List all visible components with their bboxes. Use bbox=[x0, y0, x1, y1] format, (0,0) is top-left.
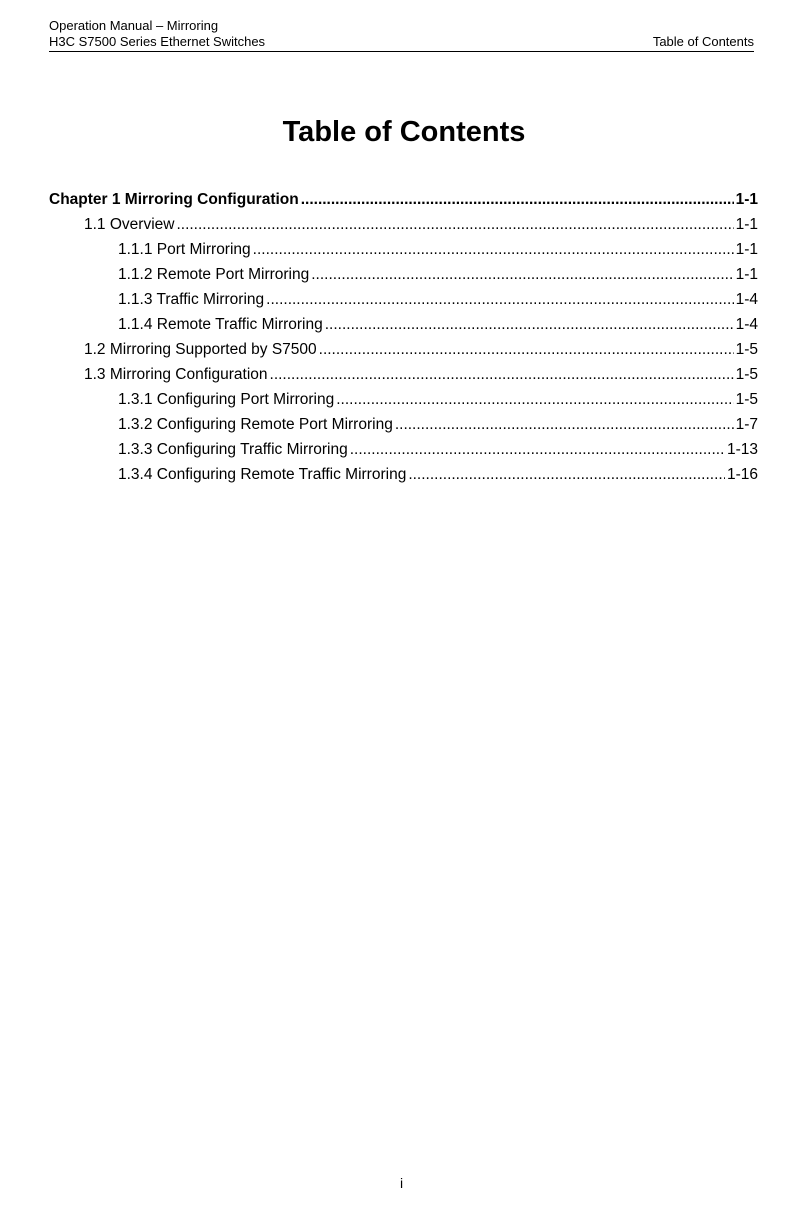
toc-entry-page: 1-1 bbox=[735, 241, 758, 258]
toc-entry-title: 1.1 Overview bbox=[84, 216, 175, 233]
toc-dot-leader bbox=[301, 187, 734, 212]
toc-entry-title: 1.1.1 Port Mirroring bbox=[118, 241, 251, 258]
toc-dot-leader bbox=[408, 462, 725, 487]
toc-entry-title: Chapter 1 Mirroring Configuration bbox=[49, 191, 299, 208]
toc-entry[interactable] bbox=[49, 262, 758, 287]
toc-entry[interactable] bbox=[49, 212, 758, 237]
toc-dot-leader bbox=[336, 387, 733, 412]
toc-entry-page: 1-7 bbox=[735, 416, 758, 433]
toc-entry-title: 1.1.3 Traffic Mirroring bbox=[118, 291, 265, 308]
toc-entry-title: 1.1.4 Remote Traffic Mirroring bbox=[118, 316, 323, 333]
toc-entry-page: 1-13 bbox=[726, 441, 758, 458]
header-product-name: H3C S7500 Series Ethernet Switches bbox=[49, 34, 266, 49]
toc-entry-title: 1.1.2 Remote Port Mirroring bbox=[118, 266, 310, 283]
toc-dot-leader bbox=[395, 412, 734, 437]
toc-entry-page: 1-16 bbox=[726, 466, 758, 483]
table-of-contents bbox=[49, 187, 758, 487]
page-header bbox=[49, 15, 754, 52]
toc-entry[interactable] bbox=[49, 312, 758, 337]
toc-entry[interactable] bbox=[49, 362, 758, 387]
toc-entry-title: 1.3.1 Configuring Port Mirroring bbox=[118, 391, 335, 408]
header-manual-title: Operation Manual – Mirroring bbox=[49, 18, 219, 33]
toc-entry-title: 1.3.4 Configuring Remote Traffic Mirroring bbox=[118, 466, 407, 483]
toc-entry-page: 1-4 bbox=[735, 316, 758, 333]
toc-entry-page: 1-4 bbox=[735, 291, 758, 308]
toc-entry-page: 1-5 bbox=[735, 391, 758, 408]
toc-dot-leader bbox=[176, 212, 733, 237]
page-title: Table of Contents bbox=[282, 116, 526, 148]
toc-entry-page: 1-1 bbox=[735, 191, 758, 208]
toc-dot-leader bbox=[319, 337, 734, 362]
toc-entry[interactable] bbox=[49, 287, 758, 312]
toc-entry-title: 1.3.3 Configuring Traffic Mirroring bbox=[118, 441, 348, 458]
toc-dot-leader bbox=[266, 287, 733, 312]
page-number: i bbox=[399, 1175, 404, 1191]
toc-entry[interactable] bbox=[49, 237, 758, 262]
toc-entry[interactable] bbox=[49, 387, 758, 412]
toc-entry[interactable] bbox=[49, 412, 758, 437]
toc-entry-page: 1-1 bbox=[735, 216, 758, 233]
toc-entry-page: 1-5 bbox=[735, 366, 758, 383]
toc-entry-title: 1.3 Mirroring Configuration bbox=[84, 366, 268, 383]
toc-dot-leader bbox=[325, 312, 734, 337]
header-section-name: Table of Contents bbox=[652, 34, 754, 49]
toc-dot-leader bbox=[350, 437, 725, 462]
toc-entry[interactable] bbox=[49, 187, 758, 212]
toc-entry-title: 1.3.2 Configuring Remote Port Mirroring bbox=[118, 416, 393, 433]
toc-entry[interactable] bbox=[49, 462, 758, 487]
toc-entry[interactable] bbox=[49, 437, 758, 462]
toc-dot-leader bbox=[253, 237, 734, 262]
toc-entry-title: 1.2 Mirroring Supported by S7500 bbox=[84, 341, 317, 358]
toc-entry[interactable] bbox=[49, 337, 758, 362]
toc-dot-leader bbox=[270, 362, 734, 387]
toc-dot-leader bbox=[311, 262, 733, 287]
toc-entry-page: 1-1 bbox=[735, 266, 758, 283]
toc-entry-page: 1-5 bbox=[735, 341, 758, 358]
